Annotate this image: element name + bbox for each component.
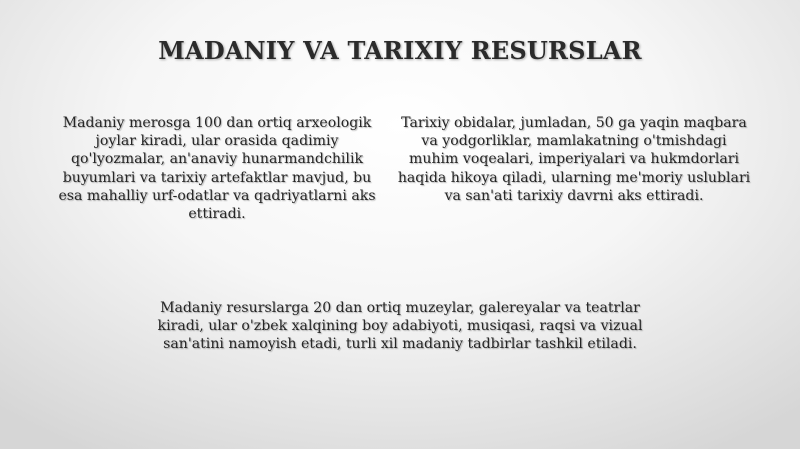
paragraph-museums: Madaniy resurslarga 20 dan ortiq muzeylar, galereyalar va teatrlar kiradi, ular o'zbek xalqining boy adabiyoti, musiqasi, raqsi va vizual san'atini namoyish etadi, turli xil madaniy tadbirlar tashkil etiladi.	[157, 300, 643, 353]
paragraph-archaeology: Madaniy merosga 100 dan ortiq arxeologik joylar kiradi, ular orasida qadimiy qo'lyozmalar, an'anaviy hunarmandchilik buyumlari va tarixiy artefaktlar mavjud, bu esa mahalliy urf-odatlar va qadriyatlarni aks ettiradi.	[58, 115, 376, 223]
paragraph-monuments: Tarixiy obidalar, jumladan, 50 ga yaqin maqbara va yodgorliklar, mamlakatning o'tmishdagi muhim voqealari, imperiyalari va hukmdorlari haqida hikoya qiladi, ularning me'moriy uslublari va san'ati tarixiy davrni aks ettiradi.	[397, 115, 751, 204]
slide-title: MADANIY VA TARIXIY RESURSLAR	[158, 36, 642, 65]
